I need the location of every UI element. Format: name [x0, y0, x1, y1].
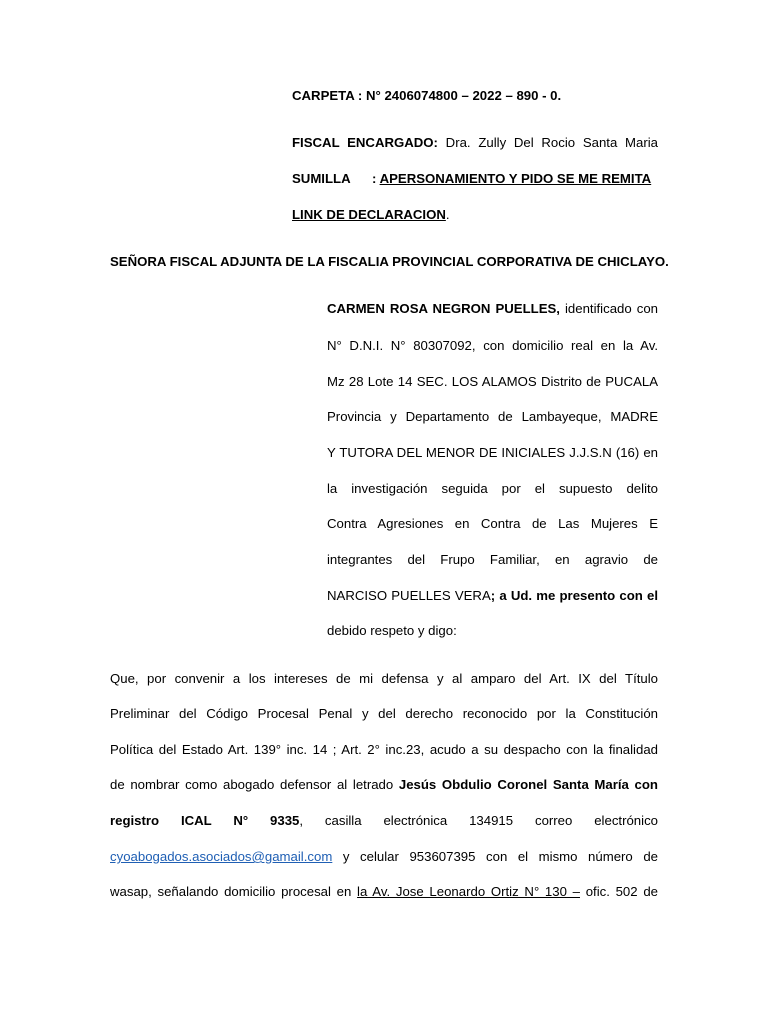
ical-registro: registro ICAL N° 9335 — [110, 813, 300, 828]
fiscal-value: Dra. Zully Del Rocio Santa Maria — [437, 135, 658, 150]
intro-line-5: Y TUTORA DEL MENOR DE INICIALES J.J.S.N (16) en — [327, 445, 658, 460]
email-link[interactable]: cyoabogados.asociados@gamail.com — [110, 849, 333, 864]
fiscal-label: FISCAL ENCARGADO: — [292, 135, 438, 150]
sumilla-text-2: LINK DE DECLARACION — [292, 207, 446, 222]
intro-line-8: integrantes del Frupo Familiar, en agravio de — [327, 552, 658, 567]
fiscal-line — [292, 135, 658, 151]
sumilla-line-2 — [292, 207, 450, 223]
intro-line-7: Contra Agresiones en Contra de Las Mujeres E — [327, 516, 658, 531]
agraviado-name: NARCISO PUELLES VERA — [327, 588, 491, 603]
body-line-1: Que, por convenir a los intereses de mi defensa y al amparo del Art. IX del Título — [110, 671, 658, 686]
petitioner-name: CARMEN ROSA NEGRON PUELLES, — [327, 301, 560, 316]
body-line-6: cyoabogados.asociados@gamail.com y celular 953607395 con el mismo número de — [110, 849, 658, 864]
sumilla-end: . — [445, 207, 450, 222]
intro-line-3: Mz 28 Lote 14 SEC. LOS ALAMOS Distrito de PUCALA — [327, 374, 658, 389]
carpeta-label: CARPETA : N° 2406074800 – 2022 – 890 - 0. — [292, 88, 562, 103]
lawyer-name: Jesús Obdulio Coronel Santa María con — [398, 777, 658, 792]
addressee: SEÑORA FISCAL ADJUNTA DE LA FISCALIA PROVINCIAL CORPORATIVA DE CHICLAYO. — [110, 254, 669, 269]
carpeta-line — [292, 88, 561, 104]
sumilla-colon: : APERSONAMIENTO Y PIDO SE ME REMITA — [372, 171, 652, 186]
body-line-5: registro ICAL N° 9335, casilla electrónica 134915 correo electrónico — [110, 813, 658, 828]
body-line-4: de nombrar como abogado defensor al letrado Jesús Obdulio Coronel Santa María con — [110, 777, 658, 792]
sumilla-line-1 — [292, 171, 658, 187]
body-line-2: Preliminar del Código Procesal Penal y del derecho reconocido por la Constitución — [110, 706, 658, 721]
intro-line-2: N° D.N.I. N° 80307092, con domicilio real en la Av. — [327, 338, 658, 353]
intro-line-4: Provincia y Departamento de Lambayeque, MADRE — [327, 409, 658, 424]
procesal-address: la Av. Jose Leonardo Ortiz N° 130 – — [357, 884, 580, 899]
sumilla-text-1: APERSONAMIENTO Y PIDO SE ME REMITA — [379, 171, 652, 186]
body-line-3: Política del Estado Art. 139° inc. 14 ; Art. 2° inc.23, acudo a su despacho con la finalidad — [110, 742, 658, 757]
intro-line-9: NARCISO PUELLES VERA; a Ud. me presento con el — [327, 588, 659, 603]
intro-line-1: CARMEN ROSA NEGRON PUELLES, identificado con — [327, 301, 658, 316]
body-line-7: wasap, señalando domicilio procesal en la Av. Jose Leonardo Ortiz N° 130 – ofic. 502 de — [110, 884, 658, 899]
intro-line-10: debido respeto y digo: — [327, 623, 457, 638]
intro-line-6: la investigación seguida por el supuesto delito — [327, 481, 658, 496]
sumilla-label: SUMILLA — [292, 171, 351, 186]
